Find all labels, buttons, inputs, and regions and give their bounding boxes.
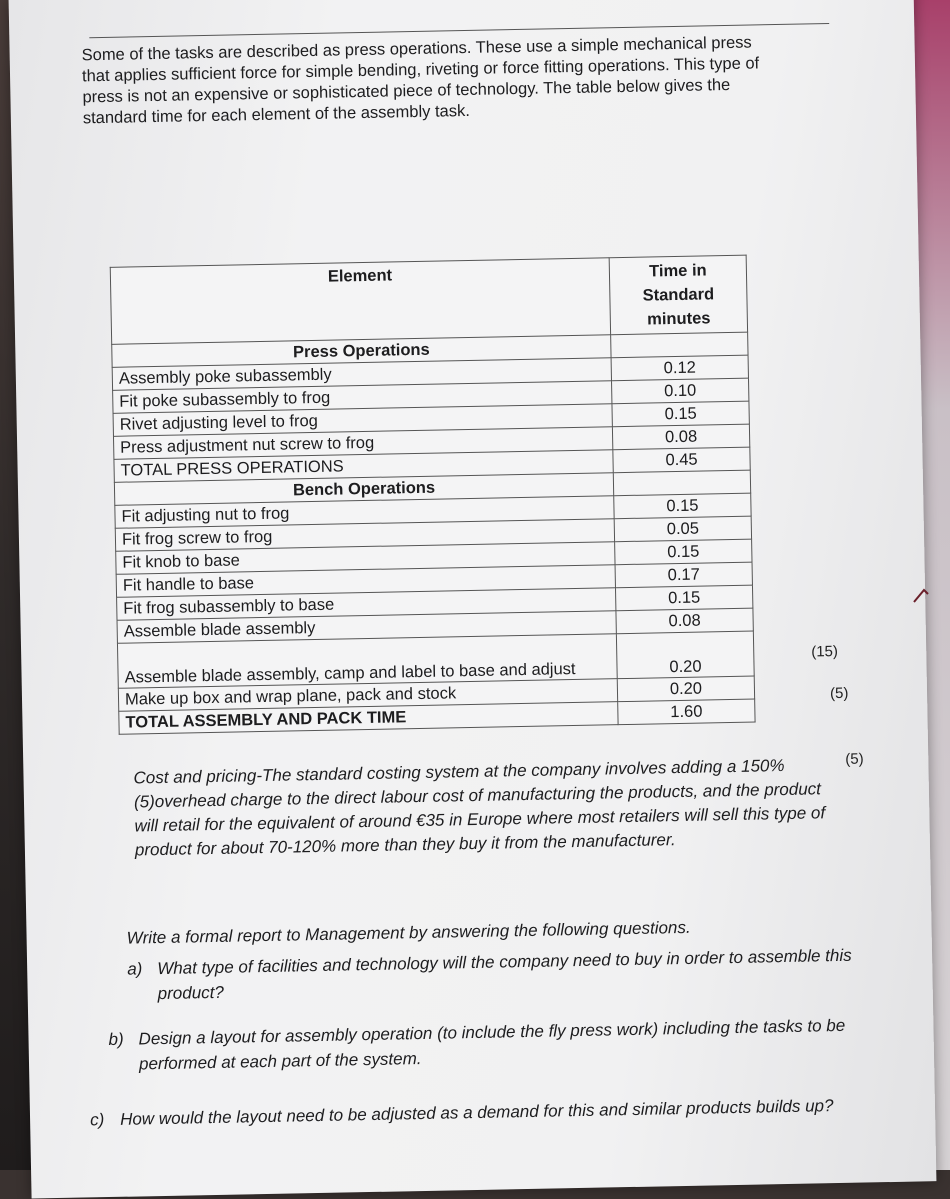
- cost-pricing-paragraph: Cost and pricing-The standard costing system at the company involves adding a 150% (5)overhead charge to the direct labour cost of manufacturing the products, and the product will retail for the equivalent of around €35 in Europe where most retailers will sell this type of product for about 70-120% more than they buy it from the manufacturer.: [133, 755, 826, 860]
- time-cell: 0.20: [616, 631, 754, 679]
- section-bench-operations: Bench Operations: [114, 473, 613, 506]
- element-cell: Fit frog screw to frog: [115, 519, 614, 552]
- time-cell: 0.05: [614, 516, 751, 542]
- question-c: [90, 1091, 920, 1132]
- time-cell: 0.45: [613, 447, 750, 473]
- time-cell: 0.15: [612, 401, 749, 427]
- element-cell: TOTAL PRESS OPERATIONS: [114, 450, 613, 483]
- section-press-blank: [611, 332, 748, 358]
- header-element: Element: [110, 258, 610, 345]
- element-cell: Press adjustment nut screw to frog: [113, 427, 612, 460]
- time-cell: 0.20: [617, 676, 754, 702]
- time-cell: 0.15: [615, 539, 752, 565]
- mark-c: (5): [845, 750, 864, 768]
- element-cell: Assemble blade assembly, camp and label to base and adjust: [117, 634, 617, 689]
- element-cell: Assembly poke subassembly: [112, 358, 611, 391]
- intro-text: Some of the tasks are described as press operations. These use a simple mechanical press that applies sufficient force for simple bending, riveting or force fitting operations. This type of press is not an expensive or sophisticated piece of technology. The table below gives the standard time for each element of the assembly task.: [81, 33, 760, 128]
- section-press-operations: Press Operations: [112, 335, 611, 368]
- paper-sheet: [9, 0, 937, 1199]
- report-instruction: Write a formal report to Management by answering the following questions.: [126, 917, 691, 948]
- element-cell: Fit adjusting nut to frog: [115, 496, 614, 529]
- mark-b: (5): [829, 684, 849, 703]
- mark-a: (15): [811, 642, 839, 661]
- question-a: [127, 942, 878, 1006]
- time-cell: 0.08: [612, 424, 749, 450]
- pen-mark-icon: [912, 580, 942, 610]
- section-bench-blank: [613, 470, 750, 496]
- element-cell: TOTAL ASSEMBLY AND PACK TIME: [119, 702, 618, 735]
- question-c-label: c): [89, 1110, 105, 1130]
- question-a-label: a): [127, 959, 143, 979]
- time-cell: 0.10: [612, 378, 749, 404]
- header-time: Time in Standard minutes: [609, 255, 747, 335]
- table-header-row: [110, 255, 747, 344]
- question-b: [108, 1012, 899, 1077]
- time-cell: 0.15: [615, 585, 752, 611]
- question-b-text: Design a layout for assembly operation (to include the fly press work) including the tasks to be performed at each part of the system.: [138, 1015, 846, 1074]
- element-cell: Fit knob to base: [116, 542, 615, 575]
- time-cell: 0.08: [616, 608, 753, 634]
- element-cell: Rivet adjusting level to frog: [113, 404, 612, 437]
- time-cell: 0.15: [614, 493, 751, 519]
- element-cell: Fit poke subassembly to frog: [113, 381, 612, 414]
- element-cell: Make up box and wrap plane, pack and stock: [118, 679, 617, 712]
- time-cell: 0.17: [615, 562, 752, 588]
- question-c-text: How would the layout need to be adjusted as a demand for this and similar products builds up?: [119, 1096, 834, 1129]
- time-cell: 1.60: [618, 699, 755, 725]
- element-cell: Fit frog subassembly to base: [117, 588, 616, 621]
- time-cell: 0.12: [611, 355, 748, 381]
- question-b-label: b): [108, 1029, 124, 1050]
- element-cell: Fit handle to base: [116, 565, 615, 598]
- standard-time-table: [110, 255, 756, 735]
- question-a-text: What type of facilities and technology will the company need to buy in order to assemble this product?: [157, 945, 852, 1004]
- intro-paragraph: [81, 32, 772, 129]
- element-cell: Assemble blade assembly: [117, 611, 616, 644]
